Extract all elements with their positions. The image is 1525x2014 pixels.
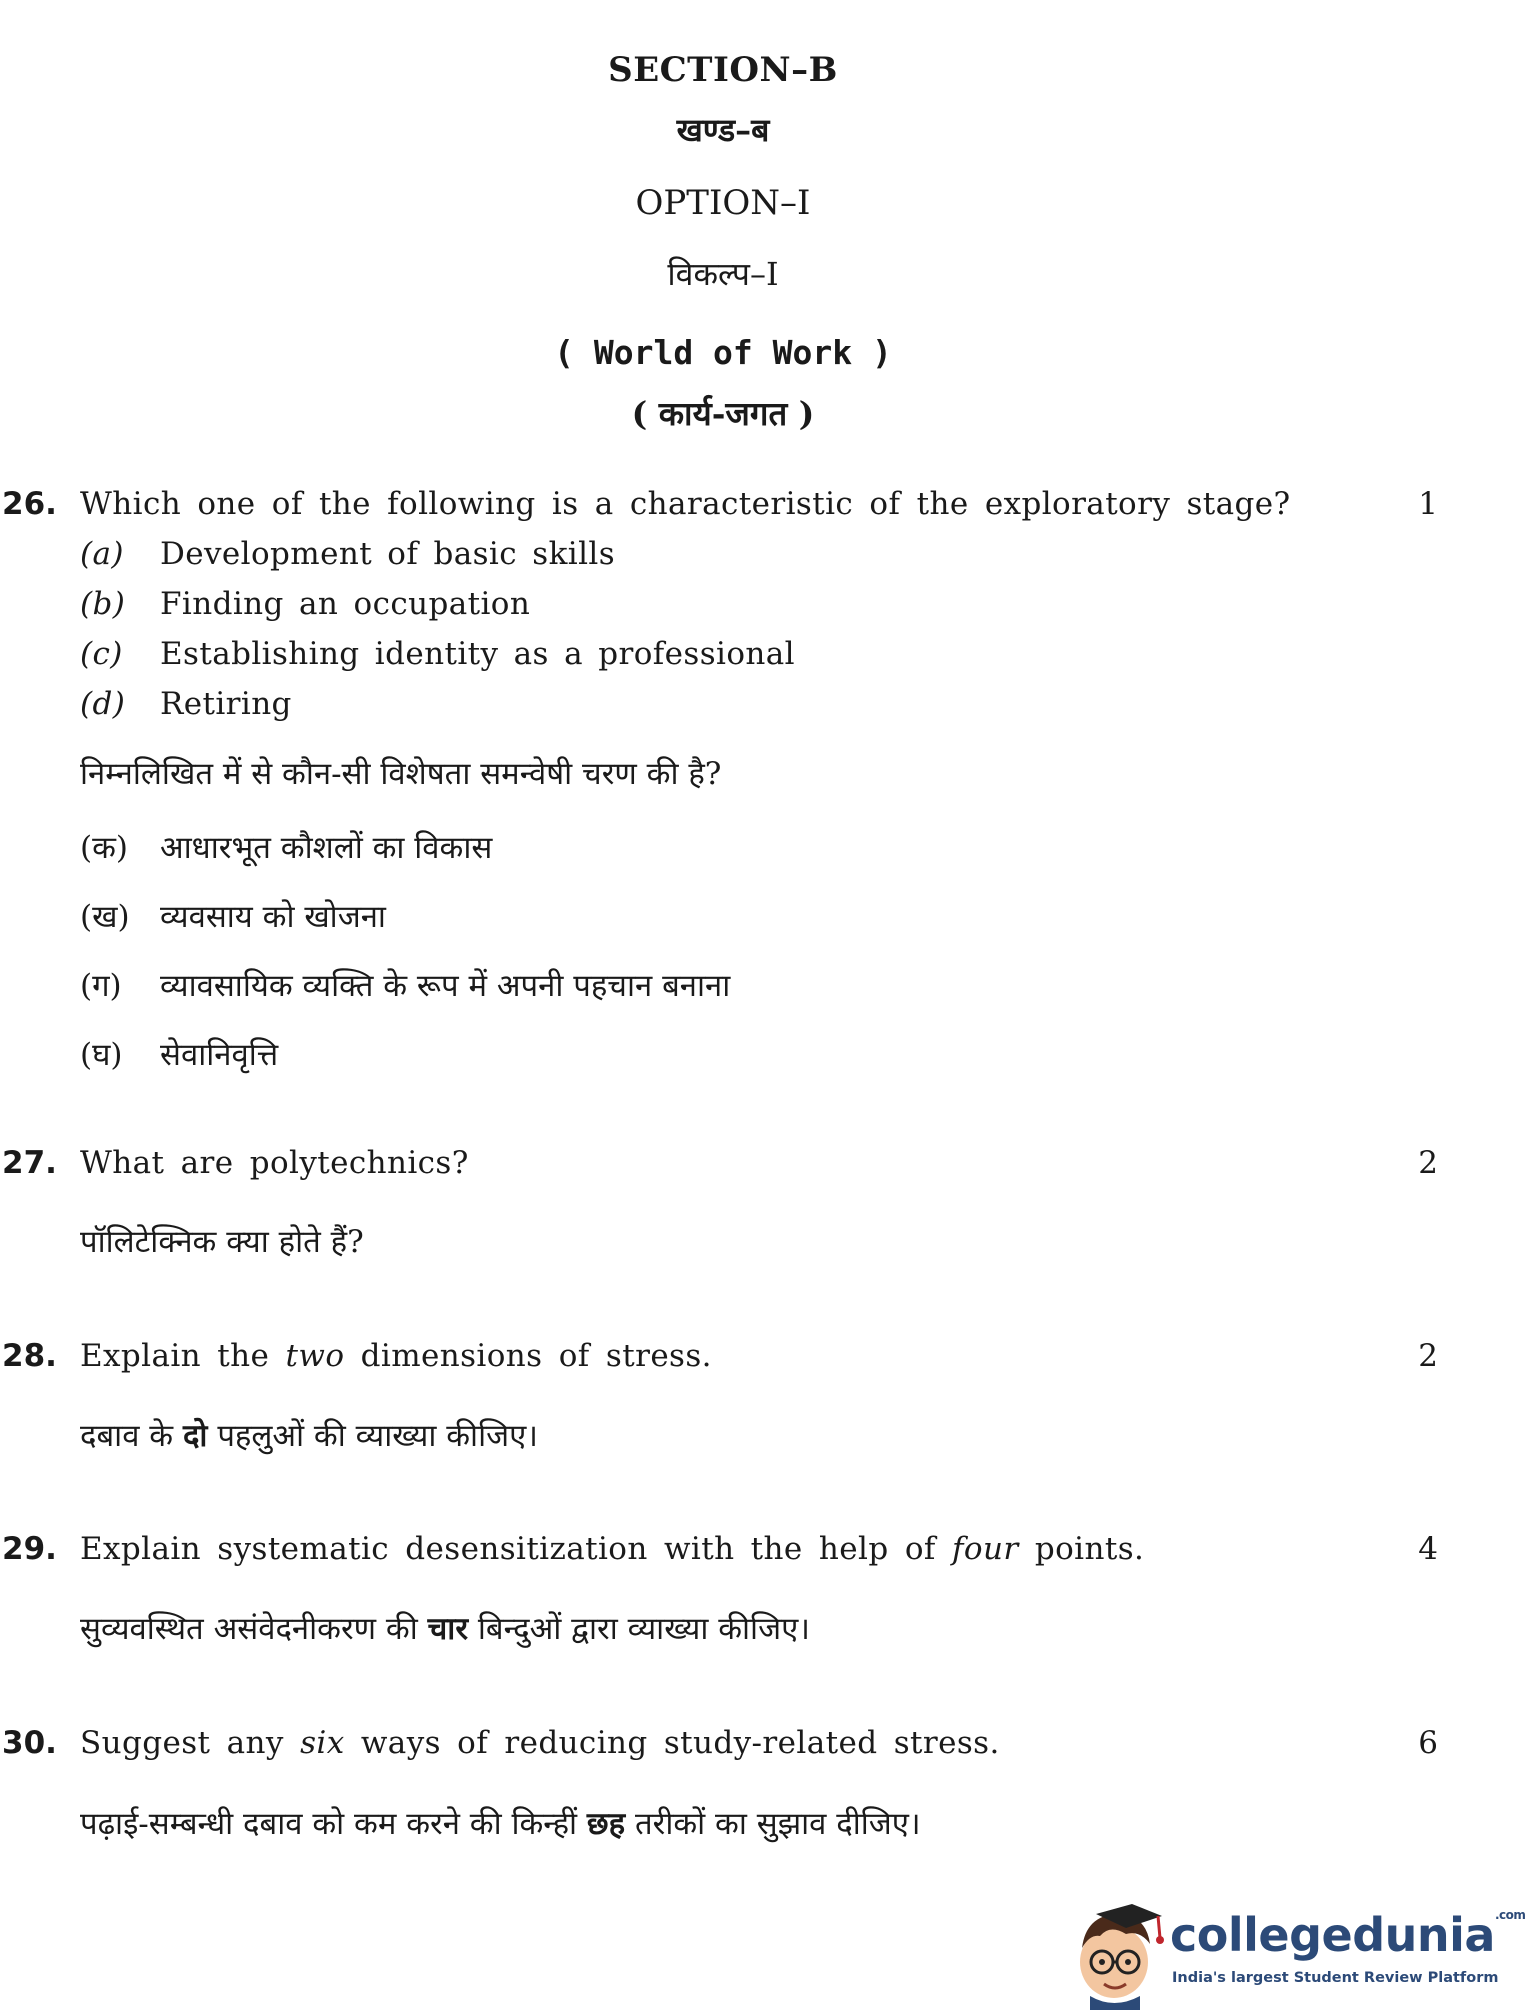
question-number: 28. [2,1338,57,1374]
option-text: व्यावसायिक व्यक्ति के रूप में अपनी पहचान बनाना [160,968,731,1004]
question-text-hindi: पॉलिटेक्निक क्या होते हैं? [80,1224,364,1260]
option-label: (a) [80,536,124,572]
question-text: Explain the two dimensions of stress. [80,1338,712,1374]
option-label: (क) [80,830,128,866]
question-text: Suggest any six ways of reducing study-related stress. [80,1725,1000,1761]
question-marks: 4 [1418,1531,1438,1567]
question-number: 27. [2,1145,57,1181]
question-marks: 2 [1418,1145,1438,1181]
option-text: Development of basic skills [160,536,616,572]
mascot-icon [1070,1900,1170,2010]
option-ga [80,964,730,1006]
question-27 [0,1145,1446,1193]
option-title-hindi: विकल्प–I [667,255,779,293]
option-text: सेवानिवृत्ति [160,1037,279,1073]
topic-title: ( World of Work ) [554,333,892,372]
option-text: आधारभूत कौशलों का विकास [160,830,493,866]
collegedunia-logo[interactable] [1070,1900,1525,2010]
question-text-hindi: सुव्यवस्थित असंवेदनीकरण की चार बिन्दुओं द्वारा व्याख्या कीजिए। [80,1611,810,1647]
option-d [80,686,292,722]
topic-title-hindi: ( कार्य-जगत ) [631,394,815,433]
question-marks: 1 [1418,486,1438,522]
question-text: Explain systematic desensitization with the help of four points. [80,1531,1145,1567]
question-26 [0,486,1446,534]
option-label: (घ) [80,1037,123,1073]
question-marks: 6 [1418,1725,1438,1761]
option-label: (c) [80,636,123,672]
option-a [80,536,615,572]
option-label: (ग) [80,968,122,1004]
option-text: Establishing identity as a professional [160,636,795,672]
question-text: Which one of the following is a characteristic of the exploratory stage? [80,486,1291,522]
question-text-hindi: निम्नलिखित में से कौन-सी विशेषता समन्वेषी चरण की है? [80,756,722,792]
question-text-hindi: दबाव के दो पहलुओं की व्याख्या कीजिए। [80,1418,538,1454]
logo-tagline: India's largest Student Review Platform [1172,1970,1499,1986]
option-ka [80,826,492,868]
option-title: OPTION–I [635,183,811,223]
option-kha [80,895,386,937]
question-29 [0,1531,1446,1579]
option-text: Retiring [160,686,292,722]
question-marks: 2 [1418,1338,1438,1374]
question-number: 26. [2,486,57,522]
question-30 [0,1725,1446,1773]
section-title: SECTION–B [608,50,838,90]
option-label: (d) [80,686,126,722]
logo-wordmark: collegedunia$^{.com}$ [1170,1908,1525,1962]
option-gha [80,1033,278,1075]
option-text: Finding an occupation [160,586,531,622]
option-c [80,636,795,672]
option-b [80,586,530,622]
option-text: व्यवसाय को खोजना [160,899,386,935]
option-label: (ख) [80,899,130,935]
section-title-hindi: खण्ड–ब [676,111,770,149]
question-text: What are polytechnics? [80,1145,469,1181]
question-28 [0,1338,1446,1386]
question-text-hindi: पढ़ाई-सम्बन्धी दबाव को कम करने की किन्हीं छह तरीकों का सुझाव दीजिए। [80,1806,921,1842]
question-number: 29. [2,1531,57,1567]
question-number: 30. [2,1725,57,1761]
option-label: (b) [80,586,126,622]
